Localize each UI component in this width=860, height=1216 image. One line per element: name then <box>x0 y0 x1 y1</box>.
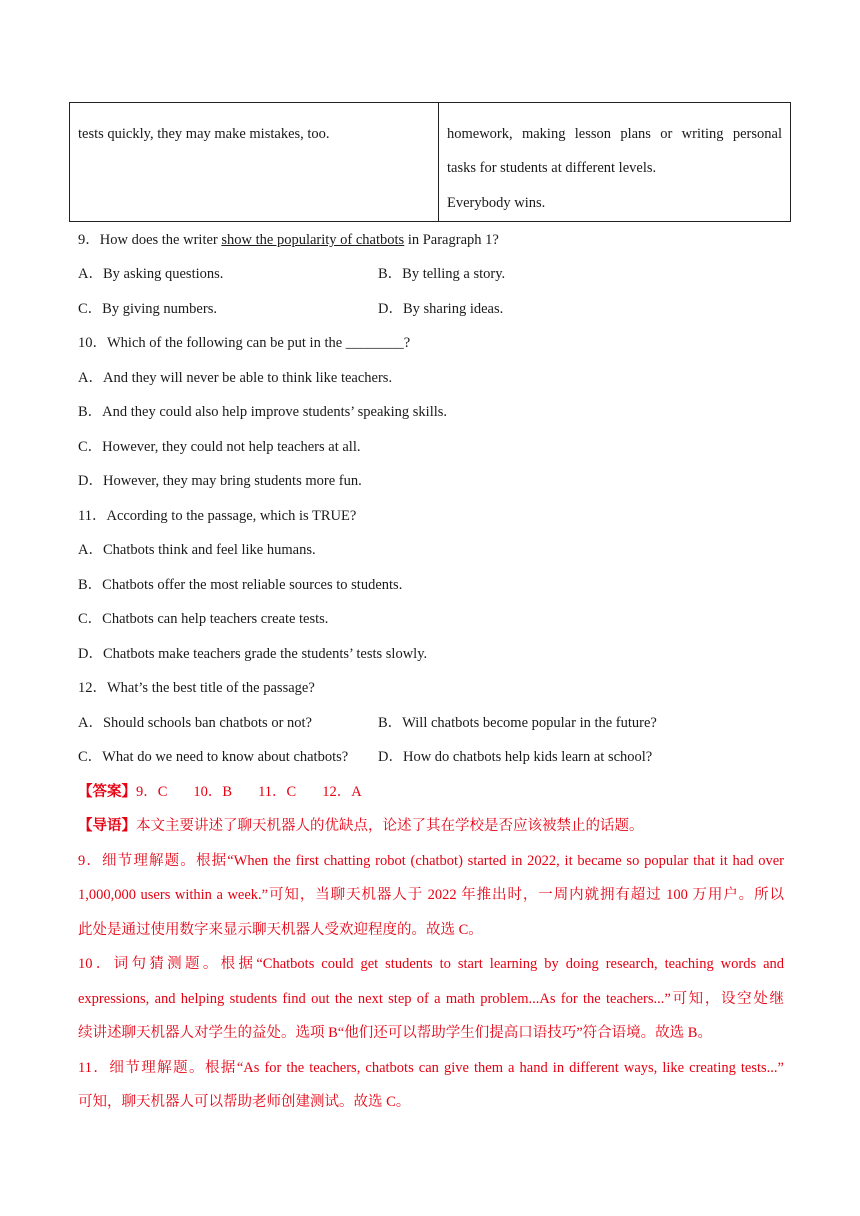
table-right-line-1: homework, making lesson plans or writing personal <box>447 126 782 142</box>
question-number: 9． <box>78 232 100 248</box>
explanation-11-line-2: 可知，聊天机器人可以帮助老师创建测试。故选 C。 <box>78 1094 411 1110</box>
option-11c: C．Chatbots can help teachers create tests. <box>78 611 329 627</box>
table-right-line-3: Everybody wins. <box>447 195 546 211</box>
question-9 <box>78 228 499 249</box>
question-stem: Which of the following can be put in the ________? <box>107 335 411 351</box>
option-9a: A．By asking questions. <box>78 266 224 282</box>
question-number: 10． <box>78 335 107 351</box>
explanation-10-line-2: expressions, and helping students find out the next step of a math problem...As for the teachers...”可知，设空处继 <box>78 991 784 1007</box>
option-12d: D．How do chatbots help kids learn at school? <box>378 749 653 765</box>
option-10b: B．And they could also help improve students’ speaking skills. <box>78 404 448 420</box>
comparison-table <box>69 102 791 222</box>
question-stem-after: in Paragraph 1? <box>404 232 499 248</box>
intro-text: 本文主要讲述了聊天机器人的优缺点，论述了其在学校是否应该被禁止的话题。 <box>136 818 644 834</box>
explanation-10-line-1: 10．词句猜测题。根据“Chatbots could get students to start learning by doing research, teaching words and <box>78 956 784 972</box>
option-9c: C．By giving numbers. <box>78 301 217 317</box>
explanation-9-line-2: 1,000,000 users within a week.”可知，当聊天机器人于 2022 年推出时，一周内就拥有超过 100 万用户。所以 <box>78 887 784 903</box>
answer-11: 11．C <box>258 784 297 800</box>
table-right-line-2: tasks for students at different levels. <box>447 160 657 176</box>
table-cell-right <box>439 103 791 222</box>
table-left-text: tests quickly, they may make mistakes, too. <box>78 126 330 142</box>
question-stem-underlined: show the popularity of chatbots <box>221 232 405 248</box>
question-stem: What’s the best title of the passage? <box>107 680 315 696</box>
answer-10: 10．B <box>193 784 233 800</box>
option-11d: D．Chatbots make teachers grade the students’ tests slowly. <box>78 646 428 662</box>
option-10a: A．And they will never be able to think like teachers. <box>78 370 393 386</box>
explanation-9-line-3: 此处是通过使用数字来显示聊天机器人受欢迎程度的。故选 C。 <box>78 922 483 938</box>
option-10c: C．However, they could not help teachers at all. <box>78 439 361 455</box>
answer-line <box>78 780 362 801</box>
question-stem: According to the passage, which is TRUE? <box>106 508 357 524</box>
option-11b: B．Chatbots offer the most reliable sources to students. <box>78 577 403 593</box>
question-number: 12． <box>78 680 107 696</box>
option-9d: D．By sharing ideas. <box>378 301 504 317</box>
option-9b: B．By telling a story. <box>378 266 506 282</box>
question-12 <box>78 676 315 697</box>
question-10 <box>78 331 410 352</box>
explanation-10-line-3: 续讲述聊天机器人对学生的益处。选项 B“他们还可以帮助学生们提高口语技巧”符合语境。故选 B。 <box>78 1025 712 1041</box>
option-12b: B．Will chatbots become popular in the future? <box>378 715 657 731</box>
explanation-9-line-1: 9．细节理解题。根据“When the first chatting robot (chatbot) started in 2022, it became so popular that it had over <box>78 853 784 869</box>
option-12a: A．Should schools ban chatbots or not? <box>78 715 312 731</box>
option-10d: D．However, they may bring students more fun. <box>78 473 362 489</box>
option-12c: C．What do we need to know about chatbots? <box>78 749 349 765</box>
intro-line <box>78 814 644 835</box>
intro-tag: 【导语】 <box>78 818 136 834</box>
question-stem-before: How does the writer <box>99 232 222 248</box>
answer-9: 9．C <box>136 784 168 800</box>
answer-tag: 【答案】 <box>78 784 136 800</box>
explanation-11-line-1: 11．细节理解题。根据“As for the teachers, chatbots can give them a hand in different ways, like creating tests...” <box>78 1060 784 1076</box>
option-11a: A．Chatbots think and feel like humans. <box>78 542 316 558</box>
question-11 <box>78 504 356 525</box>
question-number: 11． <box>78 508 107 524</box>
answer-12: 12．A <box>322 784 362 800</box>
table-cell-left <box>70 103 439 222</box>
